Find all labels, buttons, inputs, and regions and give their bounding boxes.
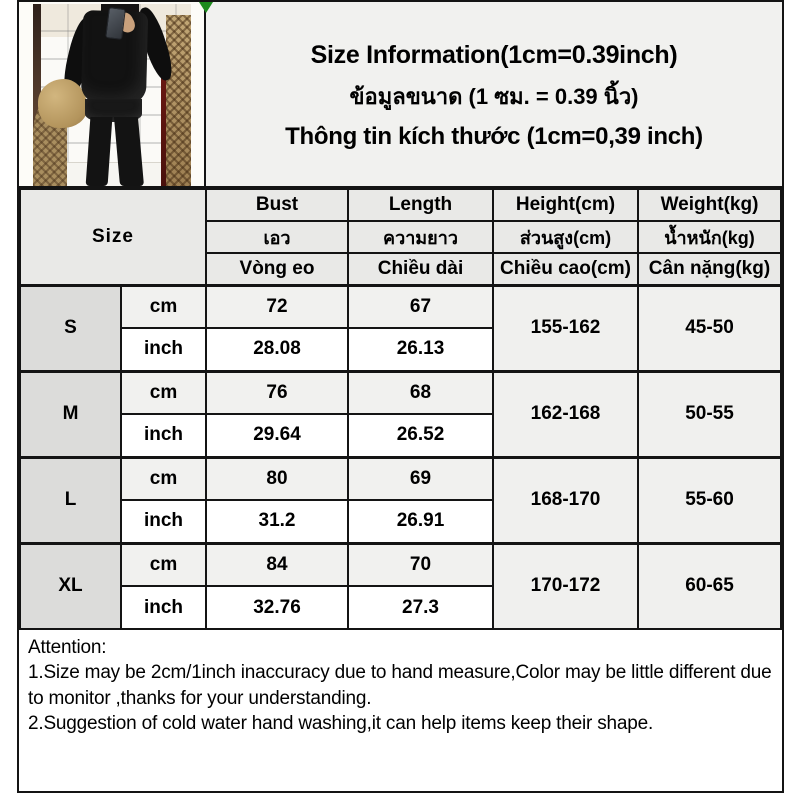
- length-cm-xl: 70: [348, 543, 493, 586]
- size-label-m: M: [20, 371, 121, 457]
- unit-label-cm: cm: [121, 543, 206, 586]
- unit-label-cm: cm: [121, 285, 206, 328]
- attention-heading: Attention:: [28, 637, 107, 658]
- length-inch-xl: 27.3: [348, 586, 493, 629]
- col-header-height-th: ส่วนสูง(cm): [493, 221, 638, 253]
- product-photo-cell: [19, 2, 206, 186]
- size-label-l: L: [20, 457, 121, 543]
- col-header-bust-th: เอว: [206, 221, 348, 253]
- bust-cm-xl: 84: [206, 543, 348, 586]
- bust-inch-s: 28.08: [206, 328, 348, 371]
- unit-label-inch: inch: [121, 328, 206, 371]
- table-row: [20, 543, 781, 586]
- title-block: [206, 2, 782, 186]
- size-table: [19, 188, 782, 630]
- height-range-m: 162-168: [493, 371, 638, 457]
- right-patterned-curtain: [166, 15, 191, 186]
- unit-label-inch: inch: [121, 500, 206, 543]
- table-row: [20, 457, 781, 500]
- weight-range-l: 55-60: [638, 457, 781, 543]
- length-inch-m: 26.52: [348, 414, 493, 457]
- height-range-s: 155-162: [493, 285, 638, 371]
- weight-range-m: 50-55: [638, 371, 781, 457]
- bust-cm-s: 72: [206, 285, 348, 328]
- col-header-length-th: ความยาว: [348, 221, 493, 253]
- col-header-bust-en: Bust: [206, 189, 348, 221]
- green-corner-flag-icon: [199, 2, 213, 13]
- title-thai: ข้อมูลขนาด (1 ซม. = 0.39 นิ้ว): [349, 84, 639, 109]
- col-header-height-en: Height(cm): [493, 189, 638, 221]
- header-row: [19, 2, 782, 188]
- size-table-wrap: [19, 188, 782, 630]
- size-label-s: S: [20, 285, 121, 371]
- header-row-english: [20, 189, 781, 221]
- col-header-length-vi: Chiều dài: [348, 253, 493, 285]
- tan-handbag: [38, 79, 87, 128]
- col-header-bust-vi: Vòng eo: [206, 253, 348, 285]
- col-header-weight-vi: Cân nặng(kg): [638, 253, 781, 285]
- size-label-xl: XL: [20, 543, 121, 629]
- length-inch-l: 26.91: [348, 500, 493, 543]
- height-range-xl: 170-172: [493, 543, 638, 629]
- weight-range-s: 45-50: [638, 285, 781, 371]
- col-header-height-vi: Chiều cao(cm): [493, 253, 638, 285]
- bust-inch-l: 31.2: [206, 500, 348, 543]
- length-inch-s: 26.13: [348, 328, 493, 371]
- col-header-weight-en: Weight(kg): [638, 189, 781, 221]
- title-vietnamese: Thông tin kích thước (1cm=0,39 inch): [285, 123, 703, 150]
- col-header-length-en: Length: [348, 189, 493, 221]
- attention-notes: [19, 630, 782, 791]
- unit-label-cm: cm: [121, 457, 206, 500]
- length-cm-m: 68: [348, 371, 493, 414]
- bust-inch-m: 29.64: [206, 414, 348, 457]
- attention-note-1: 1.Size may be 2cm/1inch inaccuracy due to hand measure,Color may be little different due to monitor ,thanks for your understanding.: [28, 662, 772, 709]
- size-info-panel: [17, 0, 784, 793]
- unit-label-inch: inch: [121, 586, 206, 629]
- unit-label-cm: cm: [121, 371, 206, 414]
- title-english: Size Information(1cm=0.39inch): [310, 41, 678, 69]
- attention-note-2: 2.Suggestion of cold water hand washing,it can help items keep their shape.: [28, 712, 654, 734]
- weight-range-xl: 60-65: [638, 543, 781, 629]
- length-cm-s: 67: [348, 285, 493, 328]
- bust-cm-l: 80: [206, 457, 348, 500]
- bust-inch-xl: 32.76: [206, 586, 348, 629]
- table-row: [20, 371, 781, 414]
- size-corner-label: Size: [20, 189, 206, 285]
- length-cm-l: 69: [348, 457, 493, 500]
- unit-label-inch: inch: [121, 414, 206, 457]
- col-header-weight-th: น้ำหนัก(kg): [638, 221, 781, 253]
- bust-cm-m: 76: [206, 371, 348, 414]
- height-range-l: 168-170: [493, 457, 638, 543]
- product-photo: [33, 4, 191, 186]
- table-row: [20, 285, 781, 328]
